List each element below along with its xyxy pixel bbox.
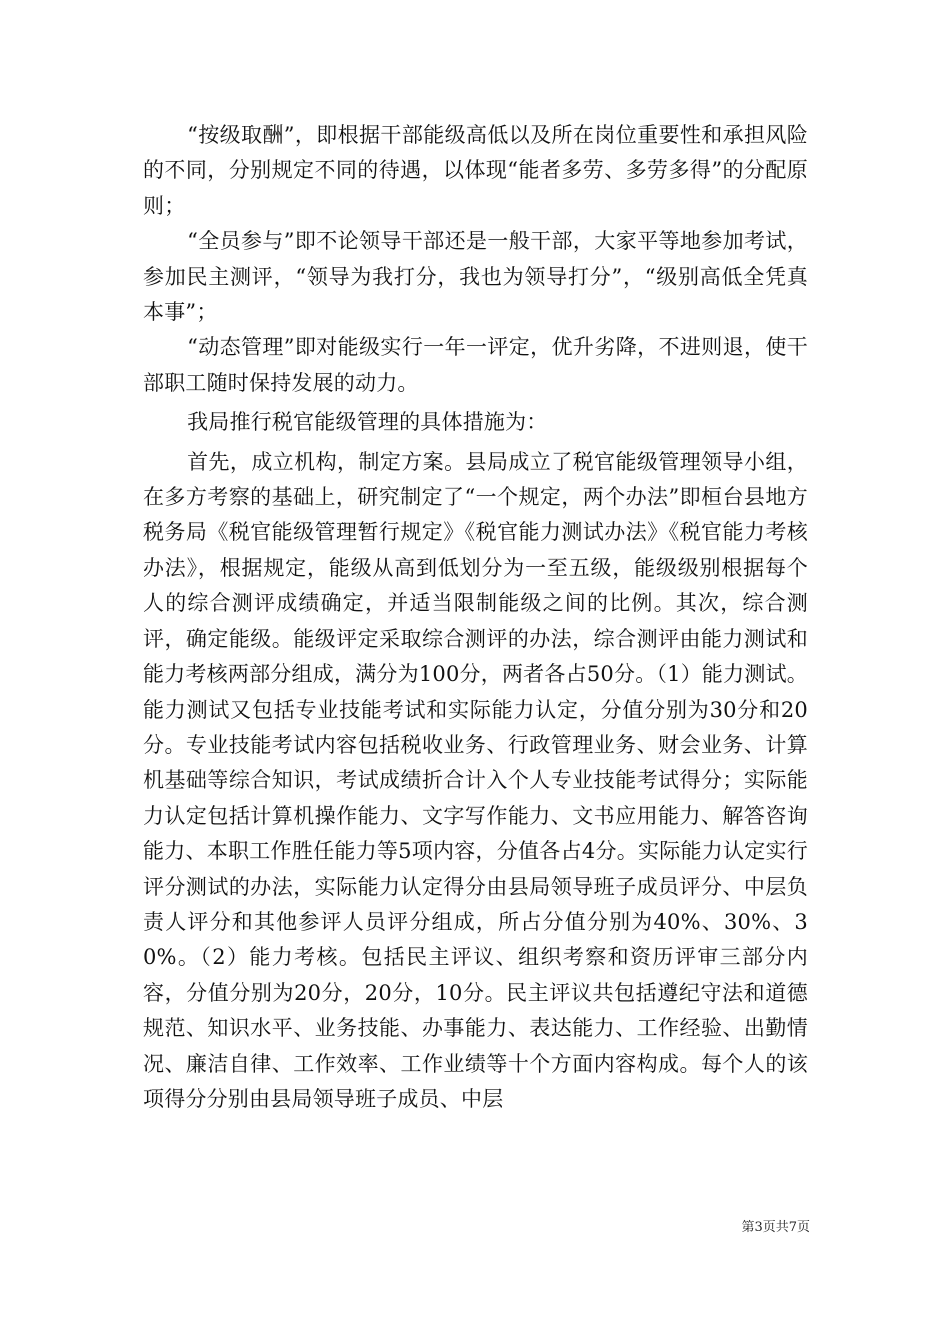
page-number: 第3页共7页: [741, 1220, 810, 1235]
paragraph-measures-detail: 首先，成立机构，制定方案。县局成立了税官能级管理领导小组，在多方考察的基础上，研究制定了“一个规定，两个办法”即桓台县地方税务局《税官能级管理暂行规定》《税官能力测试办法》《税官能力考核办法》，根据规定，能级从高到低划分为一至五级，能级级别根据每个人的综合测评成绩确定，并适当限制能级之间的比例。其次，综合测评，确定能级。能级评定采取综合测评的办法，综合测评由能力测试和能力考核两部分组成，满分为100分，两者各占50分。（1）能力测试。能力测试又包括专业技能考试和实际能力认定，分值分别为30分和20分。专业技能考试内容包括税收业务、行政管理业务、财会业务、计算机基础等综合知识，考试成绩折合计入个人专业技能考试得分；实际能力认定包括计算机操作能力、文字写作能力、文书应用能力、解答咨询能力、本职工作胜任能力等5项内容，分值各占4分。实际能力认定实行评分测试的办法，实际能力认定得分由县局领导班子成员评分、中层负责人评分和其他参评人员评分组成，所占分值分别为40%、30%、30%。（2）能力考核。包括民主评议、组织考察和资历评审三部分内容，分值分别为20分，20分，10分。民主评议共包括遵纪守法和道德规范、知识水平、业务技能、办事能力、表达能力、工作经验、出勤情况、廉洁自律、工作效率、工作业绩等十个方面内容构成。每个人的该项得分分别由县局领导班子成员、中层: [143, 449, 808, 1111]
paragraph-measures-intro: 我局推行税官能级管理的具体措施为：: [187, 410, 548, 435]
document-body: [143, 118, 808, 1117]
paragraph-pay-by-level: “按级取酬”，即根据干部能级高低以及所在岗位重要性和承担风险的不同，分别规定不同的待遇，以体现“能者多劳、多劳多得”的分配原则；: [143, 123, 808, 218]
paragraph-full-participation: “全员参与”即不论领导干部还是一般干部，大家平等地参加考试，参加民主测评，“领导为我打分，我也为领导打分”，“级别高低全凭真本事”；: [143, 229, 808, 325]
paragraph-dynamic-management: “动态管理”即对能级实行一年一评定，优升劣降，不进则退，使干部职工随时保持发展的动力。: [143, 335, 808, 395]
